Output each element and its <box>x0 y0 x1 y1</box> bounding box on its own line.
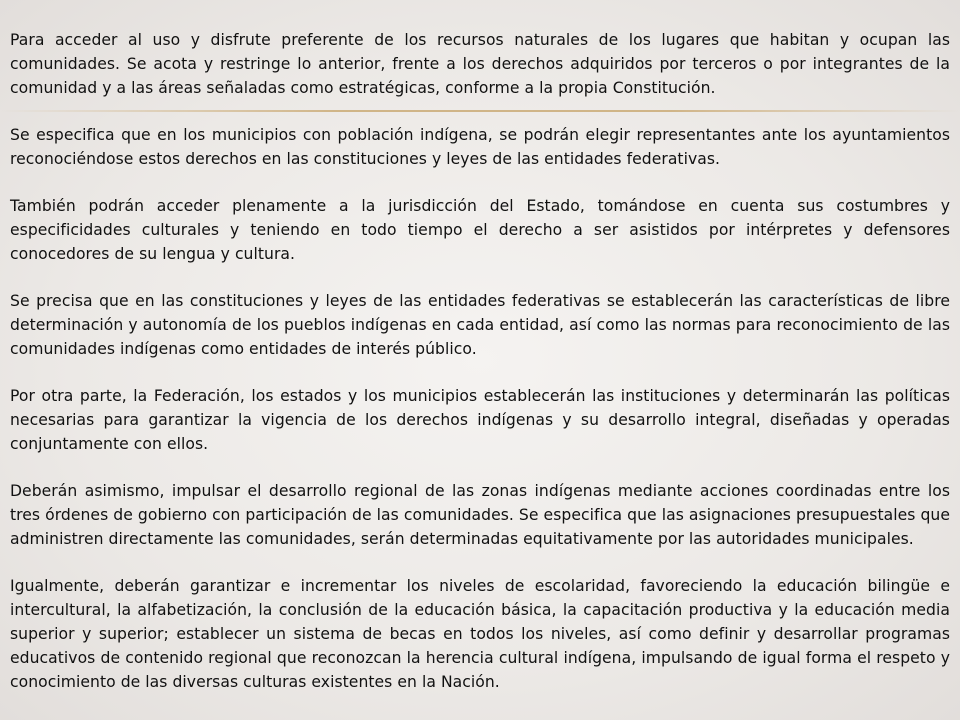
document-body <box>10 28 950 694</box>
paragraph-4: Se precisa que en las constituciones y leyes de las entidades federativas se establecerán las características de libre determinación y autonomía de los pueblos indígenas en cada entidad, así como las normas para reconocimiento de las comunidades indígenas como entidades de interés público. <box>10 292 950 358</box>
paragraph-6: Deberán asimismo, impulsar el desarrollo regional de las zonas indígenas mediante acciones coordinadas entre los tres órdenes de gobierno con participación de las comunidades. Se especifica que las asignaciones presupuestales que administren directamente las comunidades, serán determinadas equitativamente por las autoridades municipales. <box>10 482 950 548</box>
paragraph-2: Se especifica que en los municipios con población indígena, se podrán elegir representantes ante los ayuntamientos reconociéndose estos derechos en las constituciones y leyes de las entidades federativas. <box>10 126 950 168</box>
paragraph-7: Igualmente, deberán garantizar e incrementar los niveles de escolaridad, favoreciendo la educación bilingüe e intercultural, la alfabetización, la conclusión de la educación básica, la capacitación productiva y la educación media superior y superior; establecer un sistema de becas en todos los niveles, así como definir y desarrollar programas educativos de contenido regional que reconozcan la herencia cultural indígena, impulsando de igual forma el respeto y conocimiento de las diversas culturas existentes en la Nación. <box>10 577 950 691</box>
paragraph-5: Por otra parte, la Federación, los estados y los municipios establecerán las instituciones y determinarán las políticas necesarias para garantizar la vigencia de los derechos indígenas y su desarrollo integral, diseñadas y operadas conjuntamente con ellos. <box>10 387 950 453</box>
paragraph-3: También podrán acceder plenamente a la jurisdicción del Estado, tomándose en cuenta sus costumbres y especificidades culturales y teniendo en todo tiempo el derecho a ser asistidos por intérpretes y defensores conocedores de su lengua y cultura. <box>10 197 950 263</box>
paragraph-1: Para acceder al uso y disfrute preferente de los recursos naturales de los lugares que habitan y ocupan las comunidades. Se acota y restringe lo anterior, frente a los derechos adquiridos por terceros o por integrantes de la comunidad y a las áreas señaladas como estratégicas, conforme a la propia Constitución. <box>10 31 950 97</box>
